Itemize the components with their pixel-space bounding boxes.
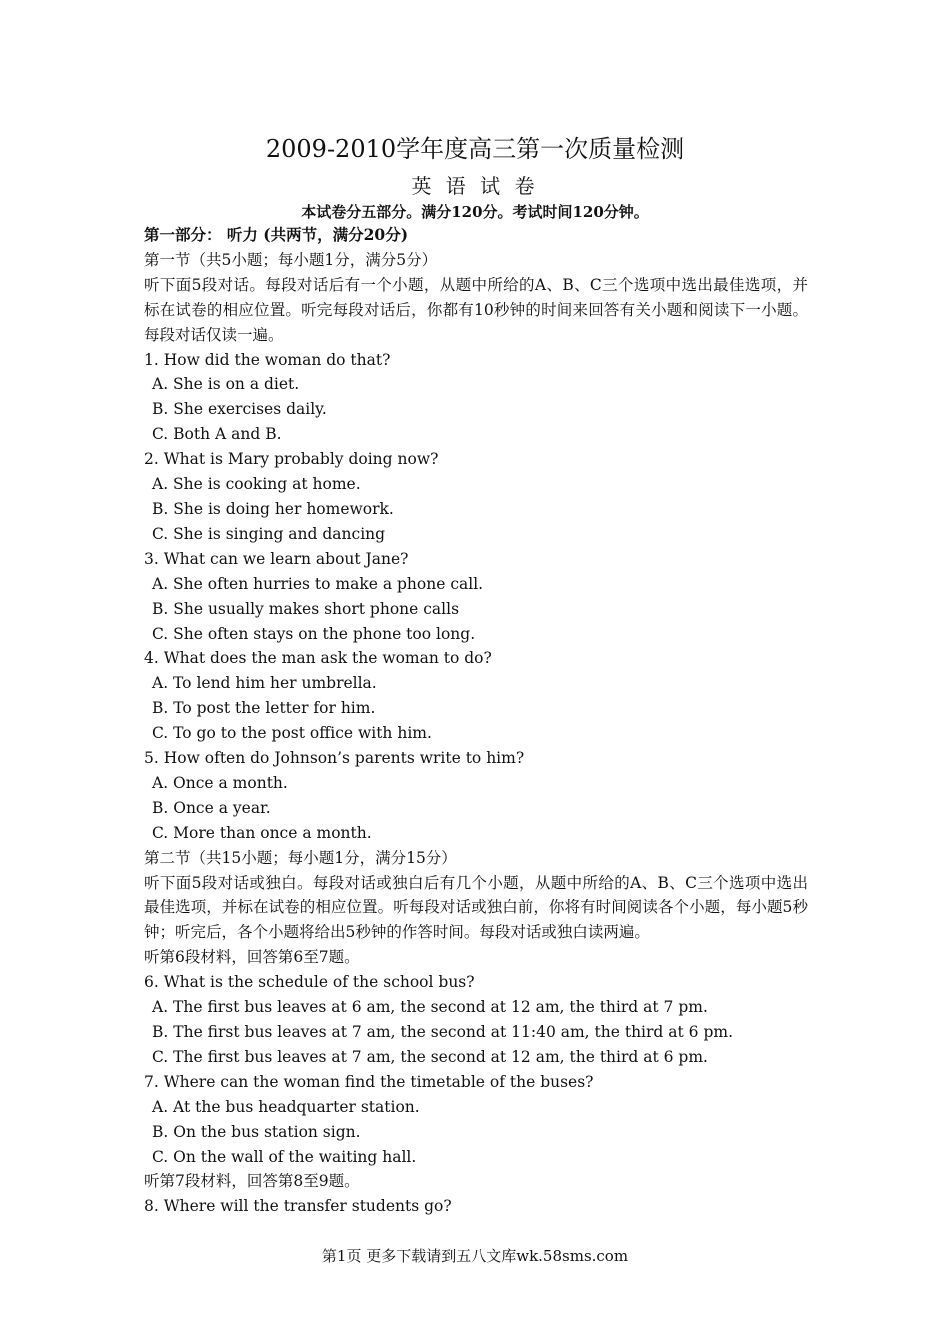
section2-heading: 第二节（共15小题；每小题1分，满分15分） bbox=[144, 848, 457, 867]
question-6: 6. What is the schedule of the school bus? bbox=[144, 973, 475, 992]
question-5: 5. How often do Johnson’s parents write to him? bbox=[144, 749, 525, 768]
material7-note: 听第7段材料，回答第8至9题。 bbox=[144, 1172, 360, 1191]
option-2a: A. She is cooking at home. bbox=[152, 475, 361, 494]
option-7a: A. At the bus headquarter station. bbox=[152, 1097, 420, 1116]
option-6c: C. The first bus leaves at 7 am, the second at 12 am, the third at 6 pm. bbox=[152, 1047, 708, 1066]
page-footer: 第1页 更多下载请到五八文库wk.58sms.com bbox=[321, 1247, 629, 1265]
option-5c: C. More than once a month. bbox=[152, 823, 372, 842]
exam-note: 本试卷分五部分。满分120分。考试时间120分钟。 bbox=[301, 203, 649, 221]
question-2: 2. What is Mary probably doing now? bbox=[144, 450, 439, 469]
option-7b: B. On the bus station sign. bbox=[152, 1122, 361, 1141]
option-4a: A. To lend him her umbrella. bbox=[152, 674, 377, 693]
option-1b: B. She exercises daily. bbox=[152, 400, 327, 419]
option-4b: B. To post the letter for him. bbox=[152, 699, 376, 718]
exam-title: 2009-2010学年度高三第一次质量检测 bbox=[265, 135, 685, 163]
question-1: 1. How did the woman do that? bbox=[144, 350, 391, 369]
question-3: 3. What can we learn about Jane? bbox=[144, 549, 409, 568]
option-7c: C. On the wall of the waiting hall. bbox=[152, 1147, 417, 1166]
option-3a: A. She often hurries to make a phone call. bbox=[152, 574, 484, 593]
option-5b: B. Once a year. bbox=[152, 798, 271, 817]
option-3b: B. She usually makes short phone calls bbox=[152, 599, 460, 618]
option-5a: A. Once a month. bbox=[152, 773, 288, 792]
option-4c: C. To go to the post office with him. bbox=[152, 724, 432, 743]
material6-note: 听第6段材料，回答第6至7题。 bbox=[144, 948, 360, 967]
question-7: 7. Where can the woman find the timetable of the buses? bbox=[144, 1072, 594, 1091]
option-2c: C. She is singing and dancing bbox=[152, 524, 386, 543]
section1-heading: 第一节（共5小题；每小题1分，满分5分） bbox=[144, 250, 438, 269]
exam-body bbox=[144, 223, 808, 1219]
exam-subtitle: 英 语 试 卷 bbox=[411, 174, 539, 198]
question-8: 8. Where will the transfer students go? bbox=[144, 1197, 452, 1216]
option-6a: A. The first bus leaves at 6 am, the second at 12 am, the third at 7 pm. bbox=[152, 998, 708, 1017]
option-6b: B. The first bus leaves at 7 am, the second at 11:40 am, the third at 6 pm. bbox=[152, 1023, 734, 1041]
option-3c: C. She often stays on the phone too long. bbox=[152, 624, 476, 643]
part1-heading: 第一部分： 听力 (共两节，满分20分) bbox=[144, 225, 409, 244]
question-4: 4. What does the man ask the woman to do? bbox=[144, 649, 492, 668]
option-1c: C. Both A and B. bbox=[152, 425, 282, 444]
section1-instructions: 听下面5段对话。每段对话后有一个小题，从题中所给的A、B、C三个选项中选出最佳选项，并标在试卷的相应位置。听完每段对话后，你都有10秒钟的时间来回答有关小题和阅读下一小题。每段对话仅读一遍。 bbox=[144, 275, 808, 344]
option-1a: A. She is on a diet. bbox=[152, 375, 300, 394]
option-2b: B. She is doing her homework. bbox=[152, 499, 394, 518]
section2-instructions: 听下面5段对话或独白。每段对话或独白后有几个小题，从题中所给的A、B、C三个选项中选出最佳选项，并标在试卷的相应位置。听每段对话或独白前，你将有时间阅读各个小题，每小题5秒钟；听完后，各个小题将给出5秒钟的作答时间。每段对话或独白读两遍。 bbox=[144, 873, 808, 942]
